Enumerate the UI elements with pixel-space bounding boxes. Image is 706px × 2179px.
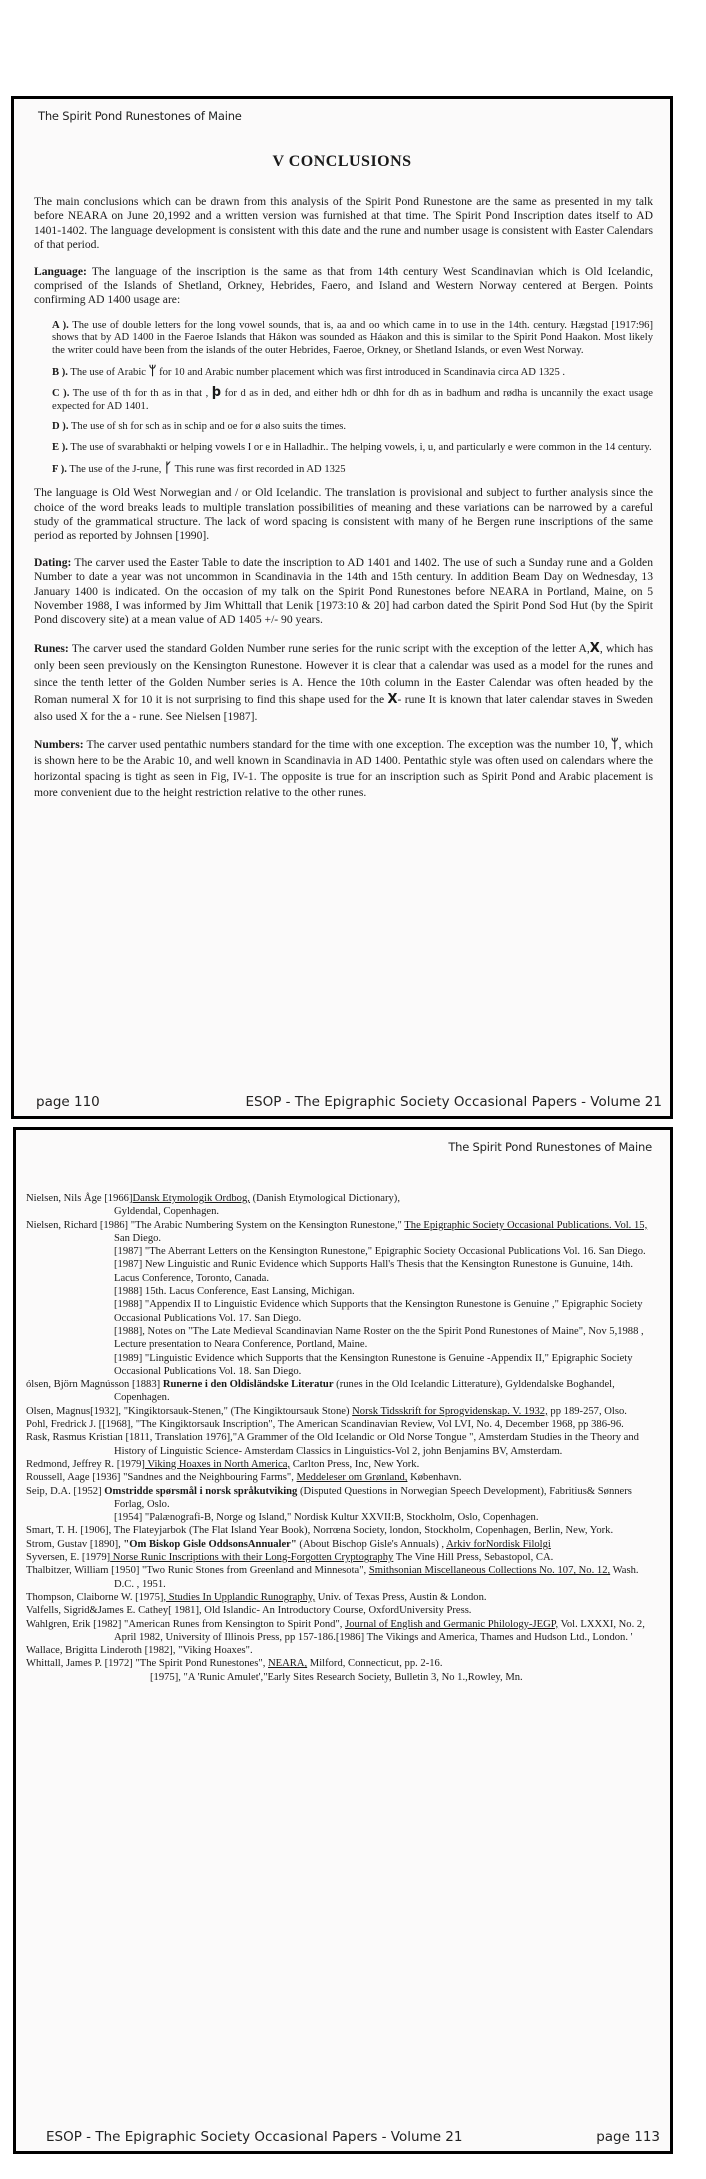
- reference-details: The Vine Hill Press, Sebastopol, CA.: [393, 1552, 554, 1564]
- reference-title: Omstridde spørsmål i norsk språkutviking: [101, 1485, 298, 1497]
- reference-author: Nielsen, Nils Åge [1966]: [26, 1193, 133, 1204]
- j-rune-icon: ᚴ: [164, 460, 172, 476]
- reference-details: pp 189-257, Olso.: [547, 1405, 627, 1417]
- reference-author: Olsen, Magnus[1932],: [26, 1405, 122, 1417]
- reference-sub-entry: [1988] 15th. Lacus Conference, East Lansing, Michigan.: [114, 1286, 355, 1298]
- intro-paragraph: The main conclusions which can be drawn from this analysis of the Spirit Pond Runestone are the same as presented in my talk before NEARA on June 20,1992 and a written version was furnished at that time. The Spirit Pond Inscription dates itself to AD 1401-1402. The language development is consistent with this date and the rune and number usage is consistent with Easter Calendars of that period.: [34, 195, 653, 252]
- reference-title: "Two Runic Stones from Greenland and Minnesota",: [139, 1565, 369, 1577]
- reference-author: Thalbitzer, William [1950]: [26, 1565, 140, 1577]
- language-summary-paragraph: The language is Old West Norwegian and / or Old Icelandic. The translation is provisional and subject to further analysis since the choice of the word breaks leads to multiple translation possibilities of meaning and these variations can be narrowed by a careful study of the grammatical structure. The lack of word spacing is consistent with many of he Bergen rune inscriptions of the same period as reported by Johnsen [1990].: [34, 486, 653, 543]
- reference-details: Wash. D.C. , 1951.: [114, 1565, 639, 1590]
- reference-author: Strom, Gustav [1890],: [26, 1538, 121, 1550]
- reference-source: NEARA,: [268, 1658, 308, 1670]
- reference-details: San Diego.: [114, 1232, 162, 1244]
- reference-title: Runerne i den Oldisländske Literatur: [160, 1379, 334, 1391]
- reference-author: Valfells, Sigrid&James E. Cathey[ 1981],: [26, 1605, 202, 1617]
- reference-details: The Flateyjarbok (The Flat Island Year Book), Norrœna Society, london, Stockholm, Copenhagen, Berlin, New, York.: [111, 1525, 614, 1537]
- reference-title: "Sandnes and the Neighbouring Farms",: [120, 1472, 297, 1484]
- reference-sub-entry: [1989] "Linguistic Evidence which Supports that the Kensington Runestone is Genuine -Appendix II," Epigraphic Society Occasional Publications Vol. 18. San Diego.: [114, 1352, 633, 1377]
- reference-entry: [26, 1591, 656, 1604]
- language-paragraph: [34, 265, 653, 308]
- dating-paragraph: [34, 556, 653, 628]
- reference-details: (runes in the Old Icelandic Litterature), Gyldendalske Boghandel, Copenhagen.: [114, 1379, 615, 1404]
- running-head: The Spirit Pond Runestones of Maine: [448, 1140, 652, 1154]
- reference-entry: [26, 1644, 656, 1657]
- point-a: A ). The use of double letters for the long vowel sounds, that is, aa and oo which came in to use in the 14th. century. Hægstad [1917:96] shows that by AD 1400 in the Faeroe Islands that Hákon was sounded as Háakon and this is similar to the Spirit Pond Haakon. Most likely the writer could have been from the islands of the outer Hebrides, Faeroe, Orkney, or Shetland Islands, or even West Norway.: [52, 319, 653, 357]
- reference-entry: [26, 1538, 656, 1551]
- reference-title: "The Spirit Pond Runestones",: [132, 1658, 268, 1670]
- reference-entry: [26, 1618, 656, 1645]
- page-number: page 113: [596, 2129, 660, 2145]
- reference-source: Arkiv forNordisk Filolgi: [446, 1538, 551, 1550]
- numbers-label: Numbers:: [34, 737, 84, 751]
- reference-sub-entry: [1988] "Appendix II to Linguistic Evidence which Supports that the Kensington Runestone is Genuine ," Epigraphic Society Occasional Publications Vol. 17. San Diego.: [114, 1299, 643, 1324]
- reference-title: "The Arabic Numbering System on the Kensington Runestone,": [128, 1219, 405, 1231]
- runes-label: Runes:: [34, 641, 69, 655]
- reference-details: København.: [407, 1472, 462, 1484]
- dating-text: The carver used the Easter Table to date the inscription to AD 1401 and 1402. The use of such a Sunday rune and a Golden Number to date a year was not uncommon in Scandinavia in the 14th and 15th century. In addition Beam Day on Wednesday, 13 January 1400 is indicated. On the occasion of my talk on the Spirit Pond Runestones before NEARA in Portland, Maine, on 5 November 1988, I was informed by Jim Whittall that Lenik [1973:10 & 20] had carbon dated the Spirit Pond Sod Hut (by the Spirit Pond discovery site) at a mean value of AD 1405 +/- 90 years.: [34, 555, 653, 627]
- reference-details: "Viking Hoaxes".: [175, 1645, 253, 1657]
- arabic-ten-rune-icon: ᛘ: [610, 736, 619, 752]
- reference-title: "Om Biskop Gisle OddsonsAnnualer": [120, 1538, 297, 1550]
- language-text: The language of the inscription is the same as that from 14th century West Scandinavian which is Old Icelandic, comprised of the Islands of Shetland, Orkney, Hebrides, Faero, and Island and Western Norway centered at Bergen. Points confirming AD 1400 usage are:: [34, 264, 653, 307]
- reference-details: Old Islandic- An Introductory Course, OxfordUniversity Press.: [201, 1605, 472, 1617]
- reference-details: Vol. LXXXI, No. 2, April 1982, University of Illinois Press, pp 157-186.[1986] The Vikings and America, Thames and Hudson Ltd., London. ': [114, 1618, 645, 1643]
- arabic-ten-rune-icon: ᛘ: [148, 363, 157, 379]
- reference-source: Meddeleser om Grønland,: [296, 1472, 408, 1484]
- reference-entry: [26, 1219, 656, 1379]
- section-title: V CONCLUSIONS: [272, 153, 412, 170]
- reference-title: "American Runes from Kensington to Spirit Pond",: [121, 1618, 346, 1630]
- x-rune-icon: X: [387, 691, 398, 707]
- running-head: The Spirit Pond Runestones of Maine: [38, 109, 242, 123]
- reference-sub-entry: [1954] "Palænografi-B, Norge og Island," Nordisk Kultur XXVII:B, Stockholm, Oslo, Copenhagen.: [114, 1512, 539, 1524]
- page-number: page 110: [36, 1094, 100, 1110]
- reference-source: Dansk Etymologik Ordbog,: [132, 1193, 250, 1204]
- point-c: C ). The use of th for th as in that , þ for d as in ded, and either hdh or dhh for dh as in badhum and rødha is uncannily the exact usage expected for AD 1401.: [52, 385, 654, 412]
- reference-sub-entry: Gyldendal, Copenhagen.: [114, 1206, 220, 1218]
- reference-details: "A Grammer of the Old Icelandic or Old Norse Tongue ", Amsterdam Studies in the Theory and History of Linguistic Science- Amsterdam Classics in Linguistics-Vol 2, john Benjamins BV, Amsterdam.: [114, 1432, 639, 1457]
- point-b: B ). The use of Arabic ᛘ for 10 and Arabic number placement which was first introduced in Scandinavia circa AD 1325 .: [52, 363, 566, 379]
- reference-sub-entry: [1988], Notes on "The Late Medieval Scandinavian Name Roster on the the Spirit Pond Runestones of Maine", Nov 5,1988 , Lecture presentation to Neara Conference, Portland, Maine.: [114, 1325, 644, 1351]
- reference-details: Carlton Press, Inc, New York.: [290, 1458, 420, 1470]
- reference-source: Norse Runic Inscriptions with their Long-Forgotten Cryptography: [110, 1552, 394, 1564]
- reference-entry: [26, 1192, 656, 1219]
- reference-author: Smart, T. H. [1906],: [26, 1525, 112, 1537]
- x-rune-icon: X: [589, 640, 600, 656]
- document-page-113: [13, 1127, 673, 2154]
- publication-footer: ESOP - The Epigraphic Society Occasional Papers - Volume 21: [46, 2129, 463, 2145]
- points-list: [52, 320, 653, 476]
- reference-author: Wallace, Brigitta Linderoth [1982],: [26, 1645, 176, 1657]
- reference-author: Redmond, Jeffrey R. [1979]: [26, 1458, 145, 1470]
- reference-entry: [26, 1405, 656, 1418]
- point-f: F ). The use of the J-rune, ᚴ This rune was first recorded in AD 1325: [52, 460, 346, 476]
- reference-author: Pohl, Fredrick J. [[1968],: [26, 1419, 134, 1431]
- point-d: D ). The use of sh for sch as in schip and oe for ø also suits the times.: [52, 421, 347, 433]
- reference-entry: [26, 1524, 656, 1537]
- reference-details: "The Kingiktorsauk Inscription", The American Scandinavian Review, Vol LVI, No. 4, December 1968, pp 386-96.: [133, 1419, 624, 1431]
- document-page-110: [11, 96, 673, 1119]
- reference-author: Nielsen, Richard [1986]: [26, 1219, 129, 1231]
- reference-author: ólsen, Björn Magnússon [1883]: [26, 1379, 161, 1391]
- reference-source: Studies In Upplandic Runography,: [166, 1591, 316, 1603]
- reference-author: Roussell, Aage [1936]: [26, 1472, 121, 1484]
- numbers-paragraph: Numbers: The carver used pentathic numbers standard for the time with one exception. The exception was the number 10, ᛘ, which is shown here to be the Arabic 10, and well known in Scandinavia in AD 1400. Pentathic style was often used on calendars where the horizontal spacing is tight as seen in Fig, IV-1. The opposite is true for an inscription such as Spirit Pond and Arabic placement is more convenient due to the height restriction relative to the other runes.: [34, 736, 653, 799]
- reference-author: Rask, Rasmus Kristian [1811, Translation 1976],: [26, 1432, 233, 1444]
- reference-sub-entry: [1975], "A 'Runic Amulet',"Early Sites Research Society, Bulletin 3, No 1.,Rowley, Mn.: [150, 1671, 523, 1683]
- reference-author: Wahlgren, Erik [1982]: [26, 1618, 122, 1630]
- reference-details: Univ. of Texas Press, Austin & London.: [315, 1591, 487, 1603]
- reference-entry: [26, 1418, 656, 1431]
- publication-footer: ESOP - The Epigraphic Society Occasional Papers - Volume 21: [245, 1094, 662, 1110]
- references-list: [26, 1192, 656, 1684]
- dating-label: Dating:: [34, 555, 72, 569]
- reference-source: Norsk Tidsskrift for Sprogvidenskap. V. 1932,: [352, 1405, 548, 1417]
- reference-title: "Kingiktorsauk-Stenen," (The Kingiktoursauk Stone): [121, 1405, 353, 1417]
- reference-entry: [26, 1431, 656, 1458]
- reference-entry: [26, 1485, 656, 1525]
- reference-entry: [26, 1551, 656, 1564]
- point-e: E ). The use of svarabhakti or helping vowels I or e in Halladhir.. The helping vowels, i, u, and particularly e were common in the 14 century.: [52, 442, 652, 453]
- reference-author: Thompson, Claiborne W. [1975],: [26, 1591, 167, 1603]
- reference-entry: [26, 1564, 656, 1591]
- reference-entry: [26, 1378, 656, 1405]
- reference-sub-entry: [1987] New Linguistic and Runic Evidence which Supports Hall's Thesis that the Kensington Runestone is Gunuine, 14th. Lacus Conference, Toronto, Canada.: [114, 1259, 633, 1284]
- reference-entry: [26, 1657, 656, 1670]
- reference-entry: [26, 1458, 656, 1471]
- reference-source: Viking Hoaxes in North America,: [144, 1458, 291, 1470]
- reference-author: Syversen, E. [1979]: [26, 1552, 111, 1564]
- reference-sub-entry: [1987] "The Aberrant Letters on the Kensington Runestone," Epigraphic Society Occasional Publications Vol. 16. San Diego.: [114, 1246, 646, 1258]
- reference-details: (Disputed Questions in Norwegian Speech Development), Fabritius& Sønners Forlag, Oslo.: [114, 1485, 632, 1510]
- reference-details: Milford, Connecticut, pp. 2-16.: [307, 1658, 443, 1670]
- reference-details: (Danish Etymological Dictionary),: [249, 1193, 400, 1204]
- thorn-rune-icon: þ: [211, 385, 222, 401]
- reference-source: Journal of English and Germanic Philology-JEGP,: [345, 1618, 559, 1630]
- runes-paragraph: Runes: The carver used the standard Golden Number rune series for the runic script with the exception of the letter A,X, which has only been seen previously on the Kensington Runestone. However it is clear that a calendar was used as a model for the runes and since the tenth letter of the Golden Number series is A. Hence the 10th column in the Easter Calendar was often headed by the Roman numeral X for 10 it is not surprising to find this shape used for the X- rune It is known that later calendar staves in Sweden also used X for the a - rune. See Nielsen [1987].: [34, 640, 654, 723]
- reference-details: (About Bischop Gisle's Annuals) ,: [296, 1538, 447, 1550]
- reference-source: Smithsonian Miscellaneous Collections No. 107, No. 12,: [368, 1565, 611, 1577]
- reference-entry: [26, 1471, 656, 1484]
- reference-author: Seip, D.A. [1952]: [26, 1485, 102, 1497]
- body-text: [34, 195, 653, 813]
- language-label: Language:: [34, 264, 87, 278]
- reference-author: Whittall, James P. [1972]: [26, 1658, 133, 1670]
- reference-source: The Epigraphic Society Occasional Publications. Vol. 15,: [404, 1219, 648, 1231]
- reference-entry: [26, 1604, 656, 1617]
